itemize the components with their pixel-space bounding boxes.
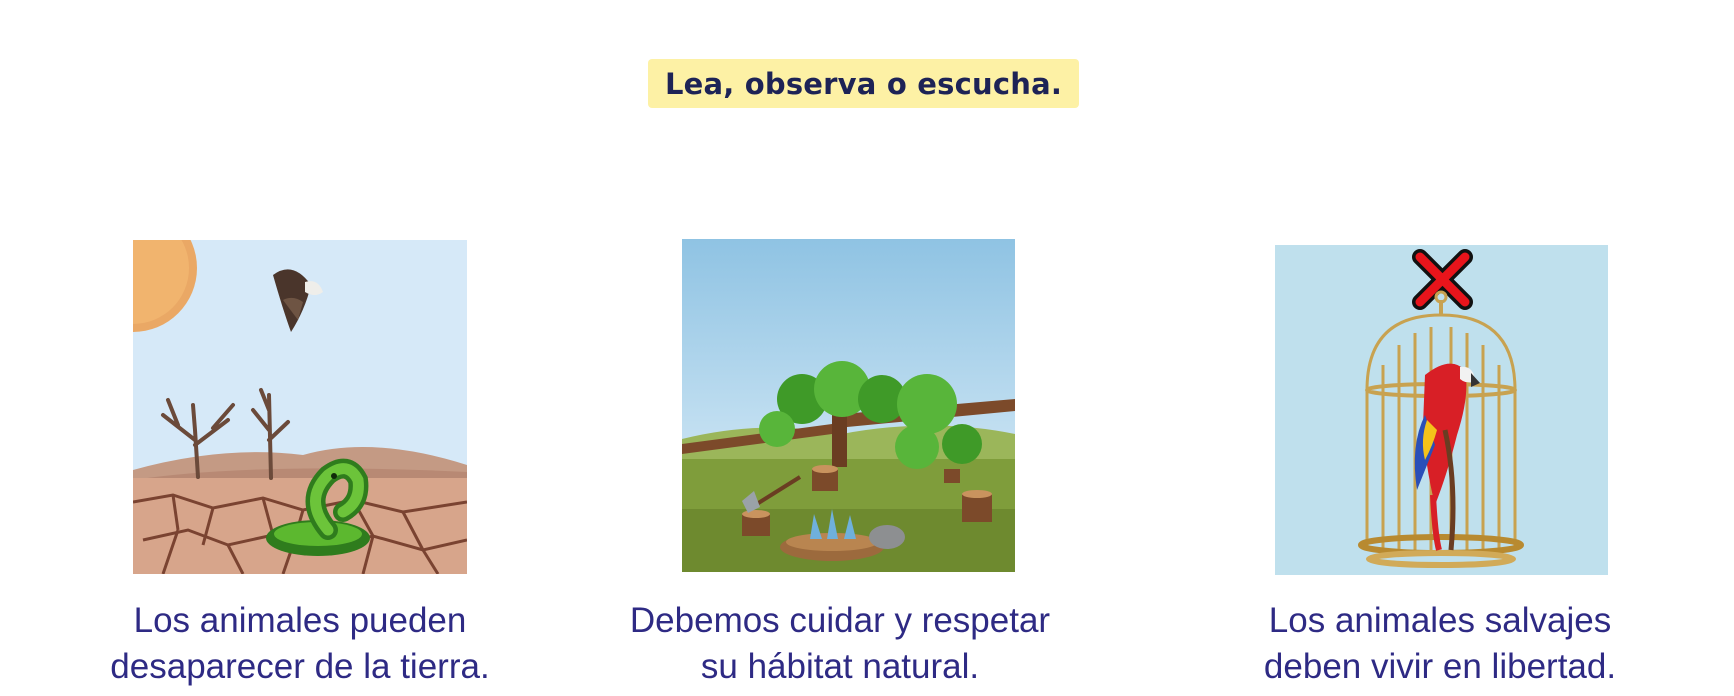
caption-2-line-1: Debemos cuidar y respetar [629, 601, 1051, 640]
instruction-text: Lea, observa o escucha. [664, 66, 1063, 101]
caption-3-line-1: Los animales salvajes [1268, 601, 1612, 640]
drought-illustration [133, 240, 467, 574]
caption-3-line-2: deben vivir en libertad. [1263, 647, 1617, 686]
caption-1 [80, 598, 520, 690]
caption-2-line-2: su hábitat natural. [700, 647, 980, 686]
caged-parrot-illustration [1275, 245, 1608, 575]
caption-3 [1210, 598, 1670, 690]
caption-2 [600, 598, 1080, 690]
instruction-banner [648, 59, 1079, 108]
deforestation-illustration [682, 239, 1015, 572]
caption-1-line-1: Los animales pueden [133, 601, 467, 640]
caption-1-line-2: desaparecer de la tierra. [110, 647, 490, 686]
